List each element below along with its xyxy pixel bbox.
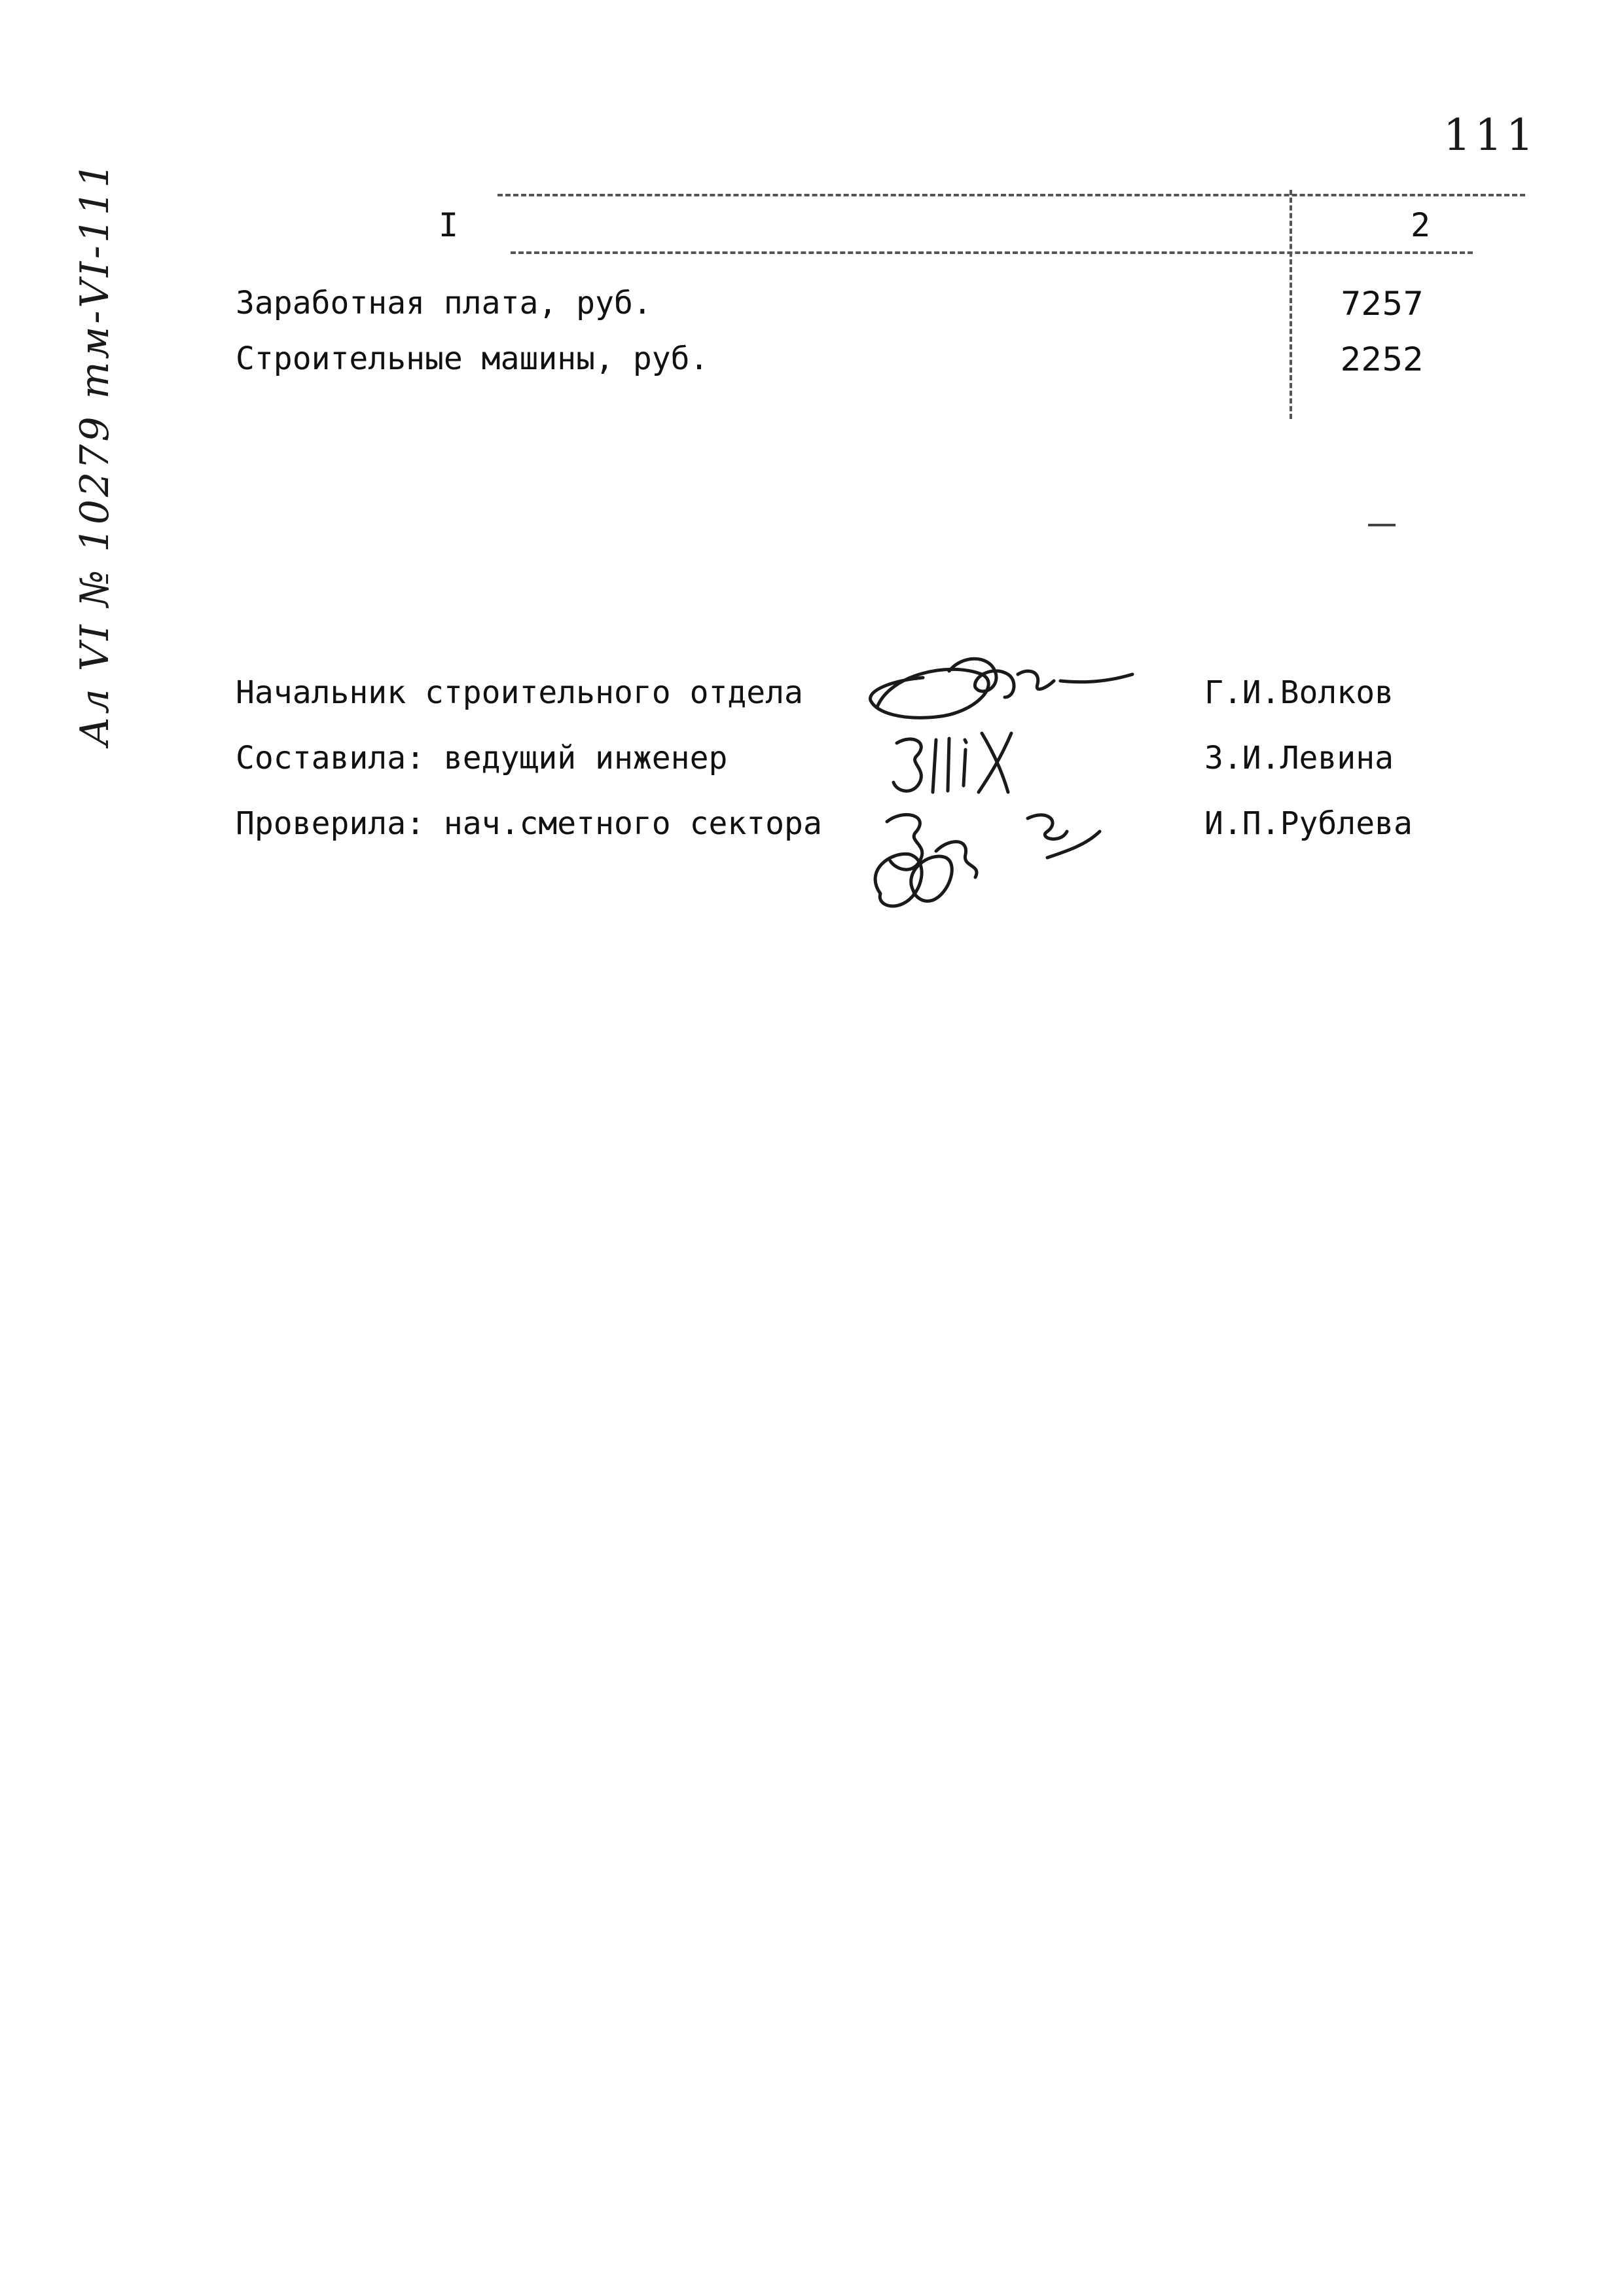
row-value: 2252 [1340, 340, 1424, 378]
signatory-row [236, 740, 1479, 792]
table-row [236, 340, 1479, 386]
table-header-rule [511, 251, 1473, 254]
signatory-role: Начальник строительного отдела [236, 674, 803, 711]
table-row [236, 285, 1479, 331]
page-number: 111 [1443, 110, 1538, 160]
column-header-1: I [439, 206, 459, 244]
column-header-2: 2 [1411, 206, 1431, 244]
row-label: Строительные машины, руб. [236, 340, 709, 377]
row-value: 7257 [1340, 285, 1424, 323]
signature-block [236, 674, 1479, 884]
margin-archive-note: Ал VI № 10279 тм-VI-111 [72, 160, 118, 746]
signatory-row [236, 805, 1479, 858]
row-label: Заработная плата, руб. [236, 285, 652, 321]
signatory-row [236, 674, 1479, 727]
signatory-role: Составила: ведущий инженер [236, 740, 728, 776]
signatory-name: И.П.Рублева [1204, 805, 1413, 842]
table-top-rule [497, 194, 1525, 196]
signatory-role: Проверила: нач.сметного сектора [236, 805, 822, 842]
signatory-name: З.И.Левина [1204, 740, 1394, 776]
summary-table [236, 183, 1479, 432]
stray-dash [1368, 524, 1396, 526]
signatory-name: Г.И.Волков [1204, 674, 1394, 711]
